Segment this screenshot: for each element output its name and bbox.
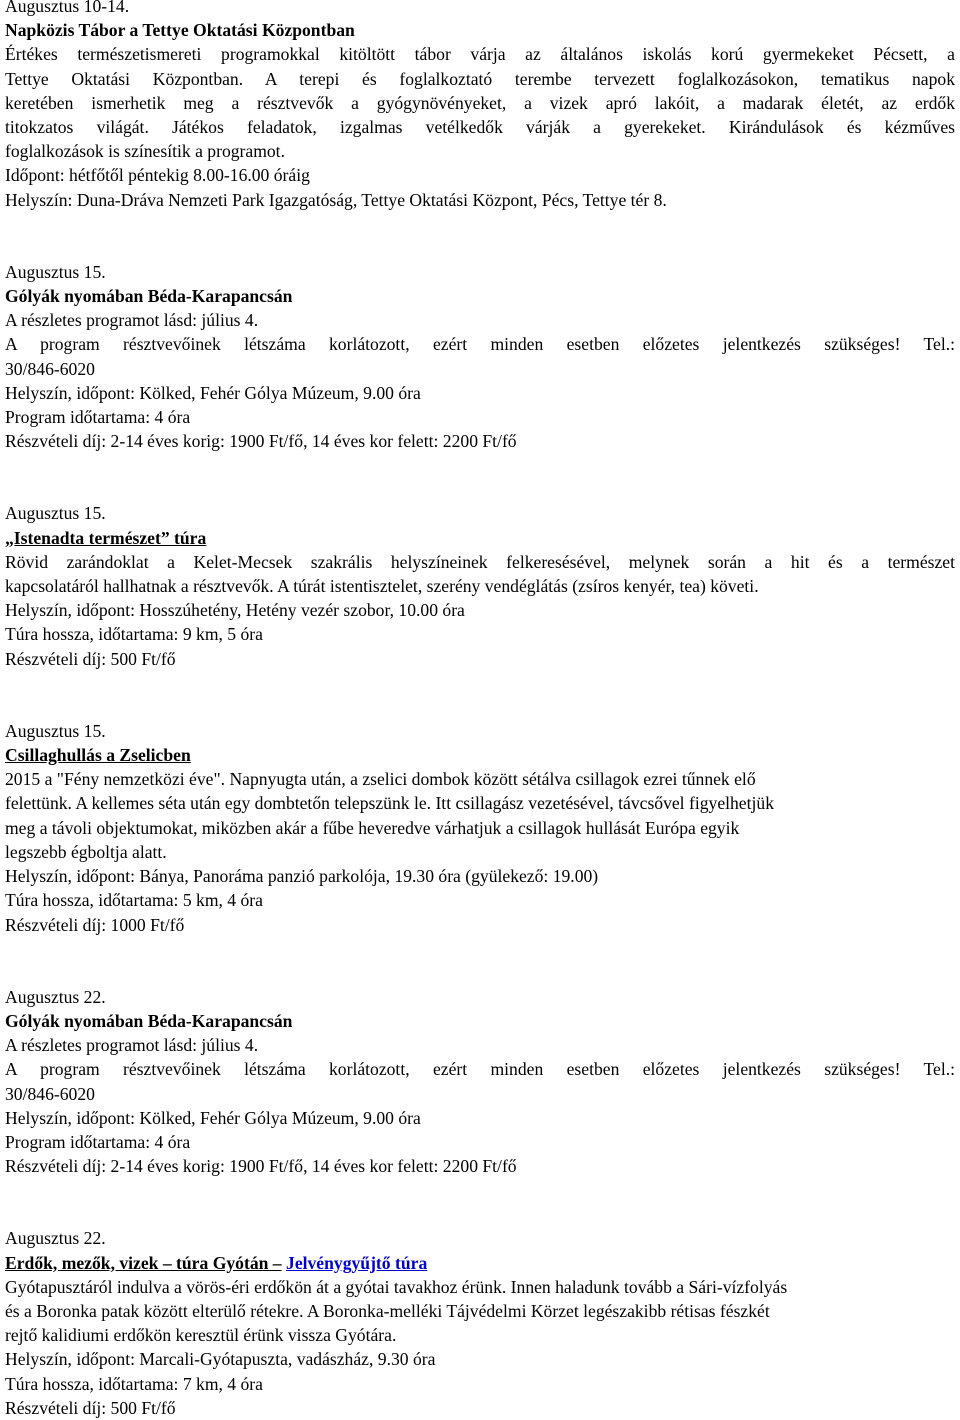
event-fee: Részvételi díj: 2-14 éves korig: 1900 Ft/fő, 14 éves kor felett: 2200 Ft/fő: [5, 1156, 517, 1177]
event-title-row: [5, 1251, 955, 1275]
event-location-time: Helyszín, időpont: Bánya, Panoráma panzió parkolója, 19.30 óra (gyülekező: 19.00): [5, 866, 599, 887]
event-fee: Részvételi díj: 500 Ft/fő: [5, 648, 176, 669]
event-istenadta-termeszet: [5, 501, 955, 670]
event-title: Gólyák nyomában Béda-Karapancsán: [5, 286, 293, 307]
event-description-line: Gyótapusztáról indulva a vörös-éri erdőkön át a gyótai tavakhoz érünk. Innen haladunk tovább a Sári-vízfolyás: [5, 1276, 788, 1297]
event-description-line: Tettye Oktatási Központban. A terepi és foglalkoztató terembe tervezett foglalkozásokon, tematikus napok: [5, 68, 955, 89]
event-description-line: meg a távoli objektumokat, miközben akár a fűbe heveredve várhatjuk a csillagok hullását Európa egyik: [5, 817, 740, 838]
event-date: Augusztus 22.: [5, 1228, 106, 1249]
event-length-duration: Túra hossza, időtartama: 9 km, 5 óra: [5, 624, 263, 645]
event-description-line: Értékes természetismereti programokkal kitöltött tábor várja az általános iskolás korú gyermekeket Pécsett, a: [5, 44, 955, 65]
event-napkozis-tabor: [5, 0, 955, 212]
event-description-line: legszebb égboltja alatt.: [5, 841, 167, 862]
event-title: Csillaghullás a Zselicben: [5, 745, 191, 766]
event-length-duration: Túra hossza, időtartama: 7 km, 4 óra: [5, 1373, 263, 1394]
event-description-line: felettünk. A kellemes séta után egy dombtetőn telepszünk le. Itt csillagász vezetésével, távcsővel figyelhetjük: [5, 793, 774, 814]
event-location-time: Helyszín, időpont: Kölked, Fehér Gólya Múzeum, 9.00 óra: [5, 382, 421, 403]
event-title: Erdők, mezők, vizek – túra Gyótán –: [5, 1252, 282, 1273]
event-fee: Részvételi díj: 1000 Ft/fő: [5, 914, 185, 935]
event-notice-line: A program résztvevőinek létszáma korlátozott, ezért minden esetben előzetes jelentkezés szükséges! Tel.:: [5, 1059, 955, 1080]
event-erdok-mezok-vizek: [5, 1226, 955, 1420]
event-date: Augusztus 15.: [5, 261, 106, 282]
event-golyak-nyomaban-aug22: [5, 985, 955, 1179]
event-title: „Istenadta természet” túra: [5, 527, 207, 548]
event-golyak-nyomaban-aug15: [5, 260, 955, 454]
event-csillaghullas: [5, 719, 955, 937]
event-fee: Részvételi díj: 2-14 éves korig: 1900 Ft/fő, 14 éves kor felett: 2200 Ft/fő: [5, 431, 517, 452]
event-description-line: Rövid zarándoklat a Kelet-Mecsek szakrális helyszíneinek felkeresésével, melynek során a hit és a természet: [5, 551, 955, 572]
event-time: Időpont: hétfőtől péntekig 8.00-16.00 óráig: [5, 165, 310, 186]
event-description-line: rejtő kalidiumi erdőkön keresztül érünk vissza Gyótára.: [5, 1325, 397, 1346]
event-phone: 30/846-6020: [5, 1083, 95, 1104]
event-date: Augusztus 15.: [5, 503, 106, 524]
event-date: Augusztus 15.: [5, 720, 106, 741]
event-duration: Program időtartama: 4 óra: [5, 1131, 191, 1152]
event-description-line: keretében ismerhetik meg a résztvevők a gyógynövényeket, a vizek apró lakóit, a madarak életét, az erdők: [5, 92, 955, 113]
event-date: Augusztus 10-14.: [5, 0, 130, 16]
event-fee: Részvételi díj: 500 Ft/fő: [5, 1397, 176, 1418]
event-description-line: 2015 a "Fény nemzetközi éve". Napnyugta után, a zselici dombok között sétálva csillagok ezrei tűnnek elő: [5, 769, 756, 790]
event-location: Helyszín: Duna-Dráva Nemzeti Park Igazgatóság, Tettye Oktatási Központ, Pécs, Tettye tér 8.: [5, 189, 667, 210]
event-program-reference: A részletes programot lásd: július 4.: [5, 310, 259, 331]
event-title: Napközis Tábor a Tettye Oktatási Központban: [5, 20, 355, 41]
event-description-line: foglalkozások is színesítik a programot.: [5, 141, 285, 162]
event-length-duration: Túra hossza, időtartama: 5 km, 4 óra: [5, 890, 263, 911]
event-description-line: titokzatos világát. Játékos feladatok, izgalmas vetélkedők várják a gyerekeket. Kirándulások és kézműves: [5, 117, 955, 138]
event-location-time: Helyszín, időpont: Hosszúhetény, Hetény vezér szobor, 10.00 óra: [5, 600, 465, 621]
event-phone: 30/846-6020: [5, 358, 95, 379]
event-duration: Program időtartama: 4 óra: [5, 407, 191, 428]
event-location-time: Helyszín, időpont: Marcali-Gyótapuszta, vadászház, 9.30 óra: [5, 1349, 436, 1370]
event-description-line: kapcsolatáról hallhatnak a résztvevők. A túrát istentisztelet, szerény vendéglátás (zsíros kenyér, tea) követi.: [5, 576, 759, 597]
event-location-time: Helyszín, időpont: Kölked, Fehér Gólya Múzeum, 9.00 óra: [5, 1107, 421, 1128]
event-description-line: és a Boronka patak között elterülő rétekre. A Boronka-melléki Tájvédelmi Körzet legészakibb rétisas fészkét: [5, 1300, 770, 1321]
event-program-reference: A részletes programot lásd: július 4.: [5, 1035, 259, 1056]
event-title: Gólyák nyomában Béda-Karapancsán: [5, 1010, 293, 1031]
event-notice-line: A program résztvevőinek létszáma korlátozott, ezért minden esetben előzetes jelentkezés szükséges! Tel.:: [5, 334, 955, 355]
jelvenygyujto-tura-link[interactable]: Jelvénygyűjtő túra: [286, 1252, 428, 1273]
event-date: Augusztus 22.: [5, 986, 106, 1007]
